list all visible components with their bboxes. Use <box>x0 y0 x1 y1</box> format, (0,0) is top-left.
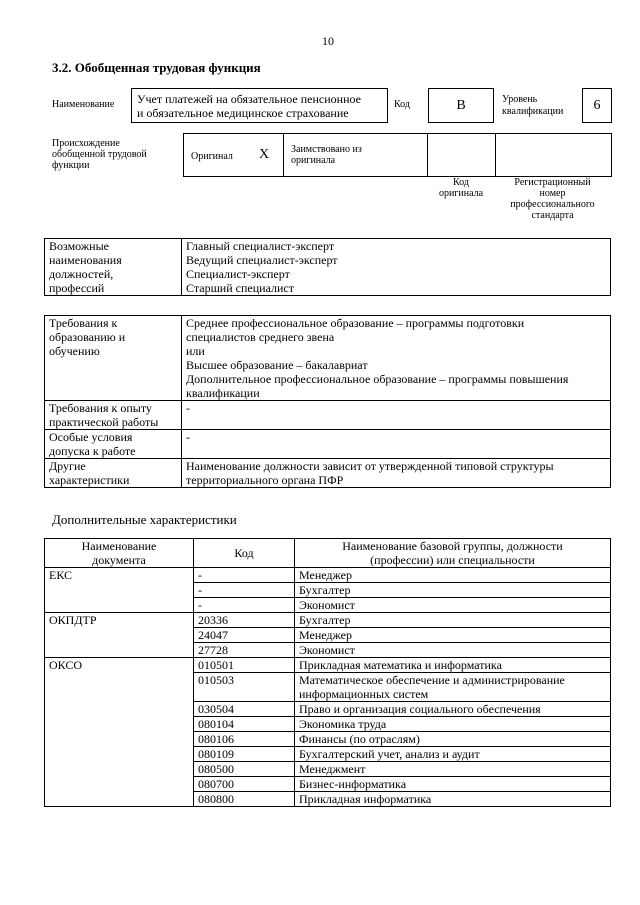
group-name-line: Бухгалтерский учет, анализ и аудит <box>299 747 480 761</box>
position-item: Старший специалист <box>186 281 294 295</box>
origin-label-line2: обобщенной трудовой <box>52 149 147 160</box>
reg-number-line2: номер <box>539 188 566 199</box>
group-name-cell <box>295 643 611 658</box>
requirement-label-line: допуска к работе <box>49 444 136 458</box>
header-group-name <box>295 539 611 568</box>
position-item: Специалист-эксперт <box>186 267 290 281</box>
code-label: Код <box>394 99 410 110</box>
code-value: В <box>456 98 466 113</box>
group-name-cell <box>295 598 611 613</box>
header-doc-name <box>45 539 194 568</box>
group-name-cell <box>295 673 611 702</box>
header-code: Код <box>194 539 295 568</box>
code-cell: 030504 <box>194 702 295 717</box>
group-name-line: Финансы (по отраслям) <box>299 732 420 746</box>
table-row <box>45 613 611 628</box>
positions-label-cell <box>45 239 182 296</box>
group-name-cell <box>295 762 611 777</box>
requirement-label-line: Особые условия <box>49 430 133 444</box>
group-name-line: Менеджмент <box>299 762 366 776</box>
code-cell: 080106 <box>194 732 295 747</box>
requirement-value-line: - <box>186 430 190 444</box>
code-cell: - <box>194 598 295 613</box>
name-value-line2: и обязательное медицинское страхование <box>137 106 349 120</box>
group-name-line: Менеджер <box>299 628 352 642</box>
requirement-value-cell <box>182 316 611 401</box>
positions-table <box>44 238 611 296</box>
group-name-line: Бухгалтер <box>299 583 351 597</box>
code-original-line2: оригинала <box>438 188 484 199</box>
name-value-line1: Учет платежей на обязательное пенсионное <box>137 92 361 106</box>
document-name-cell: ЕКС <box>45 568 194 613</box>
group-name-line: Прикладная информатика <box>299 792 432 806</box>
level-label-line2: квалификации <box>502 106 564 117</box>
requirement-value-cell <box>182 401 611 430</box>
requirement-label-line: обучению <box>49 344 100 358</box>
group-name-cell <box>295 613 611 628</box>
group-name-cell <box>295 568 611 583</box>
position-item: Ведущий специалист-эксперт <box>186 253 338 267</box>
document-name-cell: ОКСО <box>45 658 194 807</box>
group-name-line: Математическое обеспечение и администрирование <box>299 673 565 687</box>
code-cell: 080109 <box>194 747 295 762</box>
header-group-line2: (профессии) или специальности <box>370 553 535 567</box>
requirement-value-line: или <box>186 344 205 358</box>
requirement-label-cell <box>45 401 182 430</box>
requirement-value-cell <box>182 430 611 459</box>
group-name-cell <box>295 658 611 673</box>
requirement-row <box>45 459 611 488</box>
requirement-label-cell <box>45 316 182 401</box>
reg-number-line3: профессионального <box>510 199 595 210</box>
positions-label-line: наименования <box>49 253 122 267</box>
positions-label-line: Возможные <box>49 239 109 253</box>
group-name-line: Прикладная математика и информатика <box>299 658 502 672</box>
name-label: Наименование <box>52 99 115 110</box>
level-value: 6 <box>593 98 601 113</box>
requirement-row <box>45 316 611 401</box>
code-original-line1: Код <box>453 177 469 188</box>
page-number: 10 <box>322 34 334 48</box>
positions-label-line: профессий <box>49 281 105 295</box>
group-name-line: Экономист <box>299 643 355 657</box>
group-name-line: Бухгалтер <box>299 613 351 627</box>
requirement-value-line: Наименование должности зависит от утвержденной типовой структуры <box>186 459 554 473</box>
name-value-box <box>131 88 388 123</box>
header-doc-line2: документа <box>92 553 146 567</box>
original-mark: Х <box>259 147 270 162</box>
positions-label-line: должностей, <box>49 267 114 281</box>
group-name-cell <box>295 777 611 792</box>
group-name-cell <box>295 732 611 747</box>
requirement-value-line: квалификации <box>186 386 260 400</box>
requirements-table <box>44 315 611 488</box>
code-cell: - <box>194 583 295 598</box>
group-name-cell <box>295 792 611 807</box>
requirement-value-line: территориального органа ПФР <box>186 473 344 487</box>
group-name-line: Право и организация социального обеспечения <box>299 702 541 716</box>
reg-number-caption <box>495 177 610 221</box>
requirement-row <box>45 401 611 430</box>
original-label: Оригинал <box>191 151 233 162</box>
group-name-line: Менеджер <box>299 568 352 582</box>
requirement-label-line: Другие <box>49 459 86 473</box>
requirement-value-line: Высшее образование – бакалавриат <box>186 358 368 372</box>
requirement-row <box>45 430 611 459</box>
level-value-box <box>582 88 612 123</box>
requirement-value-line: специалистов среднего звена <box>186 330 335 344</box>
requirement-label-line: характеристики <box>49 473 130 487</box>
requirement-label-cell <box>45 459 182 488</box>
group-name-cell <box>295 747 611 762</box>
table-row <box>45 568 611 583</box>
reg-number-line4: стандарта <box>531 210 574 221</box>
requirement-label-line: образованию и <box>49 330 126 344</box>
group-name-cell <box>295 583 611 598</box>
additional-title: Дополнительные характеристики <box>52 512 237 527</box>
requirement-label-line: практической работы <box>49 415 159 429</box>
positions-row <box>45 239 611 296</box>
header-group-line1: Наименование базовой группы, должности <box>342 539 563 553</box>
code-original-caption <box>427 177 495 199</box>
code-cell: 24047 <box>194 628 295 643</box>
requirement-label-line: Требования к опыту <box>49 401 152 415</box>
origin-label-line3: функции <box>52 160 90 171</box>
requirement-value-line: Дополнительное профессиональное образование – программы повышения <box>186 372 569 386</box>
group-name-cell <box>295 628 611 643</box>
code-cell: 080800 <box>194 792 295 807</box>
requirement-value-cell <box>182 459 611 488</box>
document-name-cell: ОКПДТР <box>45 613 194 658</box>
code-cell: 080700 <box>194 777 295 792</box>
code-cell: 20336 <box>194 613 295 628</box>
code-cell: 080500 <box>194 762 295 777</box>
borrowed-label-line2: оригинала <box>291 155 336 166</box>
reg-number-line1: Регистрационный <box>514 177 591 188</box>
additional-table <box>44 538 611 807</box>
group-name-line: информационных систем <box>299 687 429 701</box>
additional-header-row <box>45 539 611 568</box>
origin-box <box>183 133 612 177</box>
group-name-cell <box>295 717 611 732</box>
header-doc-line1: Наименование <box>81 539 157 553</box>
code-value-box <box>428 88 494 123</box>
group-name-cell <box>295 702 611 717</box>
group-name-line: Бизнес-информатика <box>299 777 407 791</box>
requirement-label-cell <box>45 430 182 459</box>
code-cell: 010501 <box>194 658 295 673</box>
group-name-line: Экономист <box>299 598 355 612</box>
section-title: 3.2. Обобщенная трудовая функция <box>52 60 261 75</box>
group-name-line: Экономика труда <box>299 717 387 731</box>
table-row <box>45 658 611 673</box>
origin-label-line1: Происхождение <box>52 138 120 149</box>
requirement-value-line: - <box>186 401 190 415</box>
borrowed-label-line1: Заимствовано из <box>291 144 362 155</box>
code-cell: 010503 <box>194 673 295 702</box>
positions-values-cell <box>182 239 611 296</box>
requirement-label-line: Требования к <box>49 316 118 330</box>
code-cell: - <box>194 568 295 583</box>
requirement-value-line: Среднее профессиональное образование – программы подготовки <box>186 316 525 330</box>
level-label-line1: Уровень <box>502 94 538 105</box>
code-cell: 27728 <box>194 643 295 658</box>
position-item: Главный специалист-эксперт <box>186 239 335 253</box>
code-cell: 080104 <box>194 717 295 732</box>
